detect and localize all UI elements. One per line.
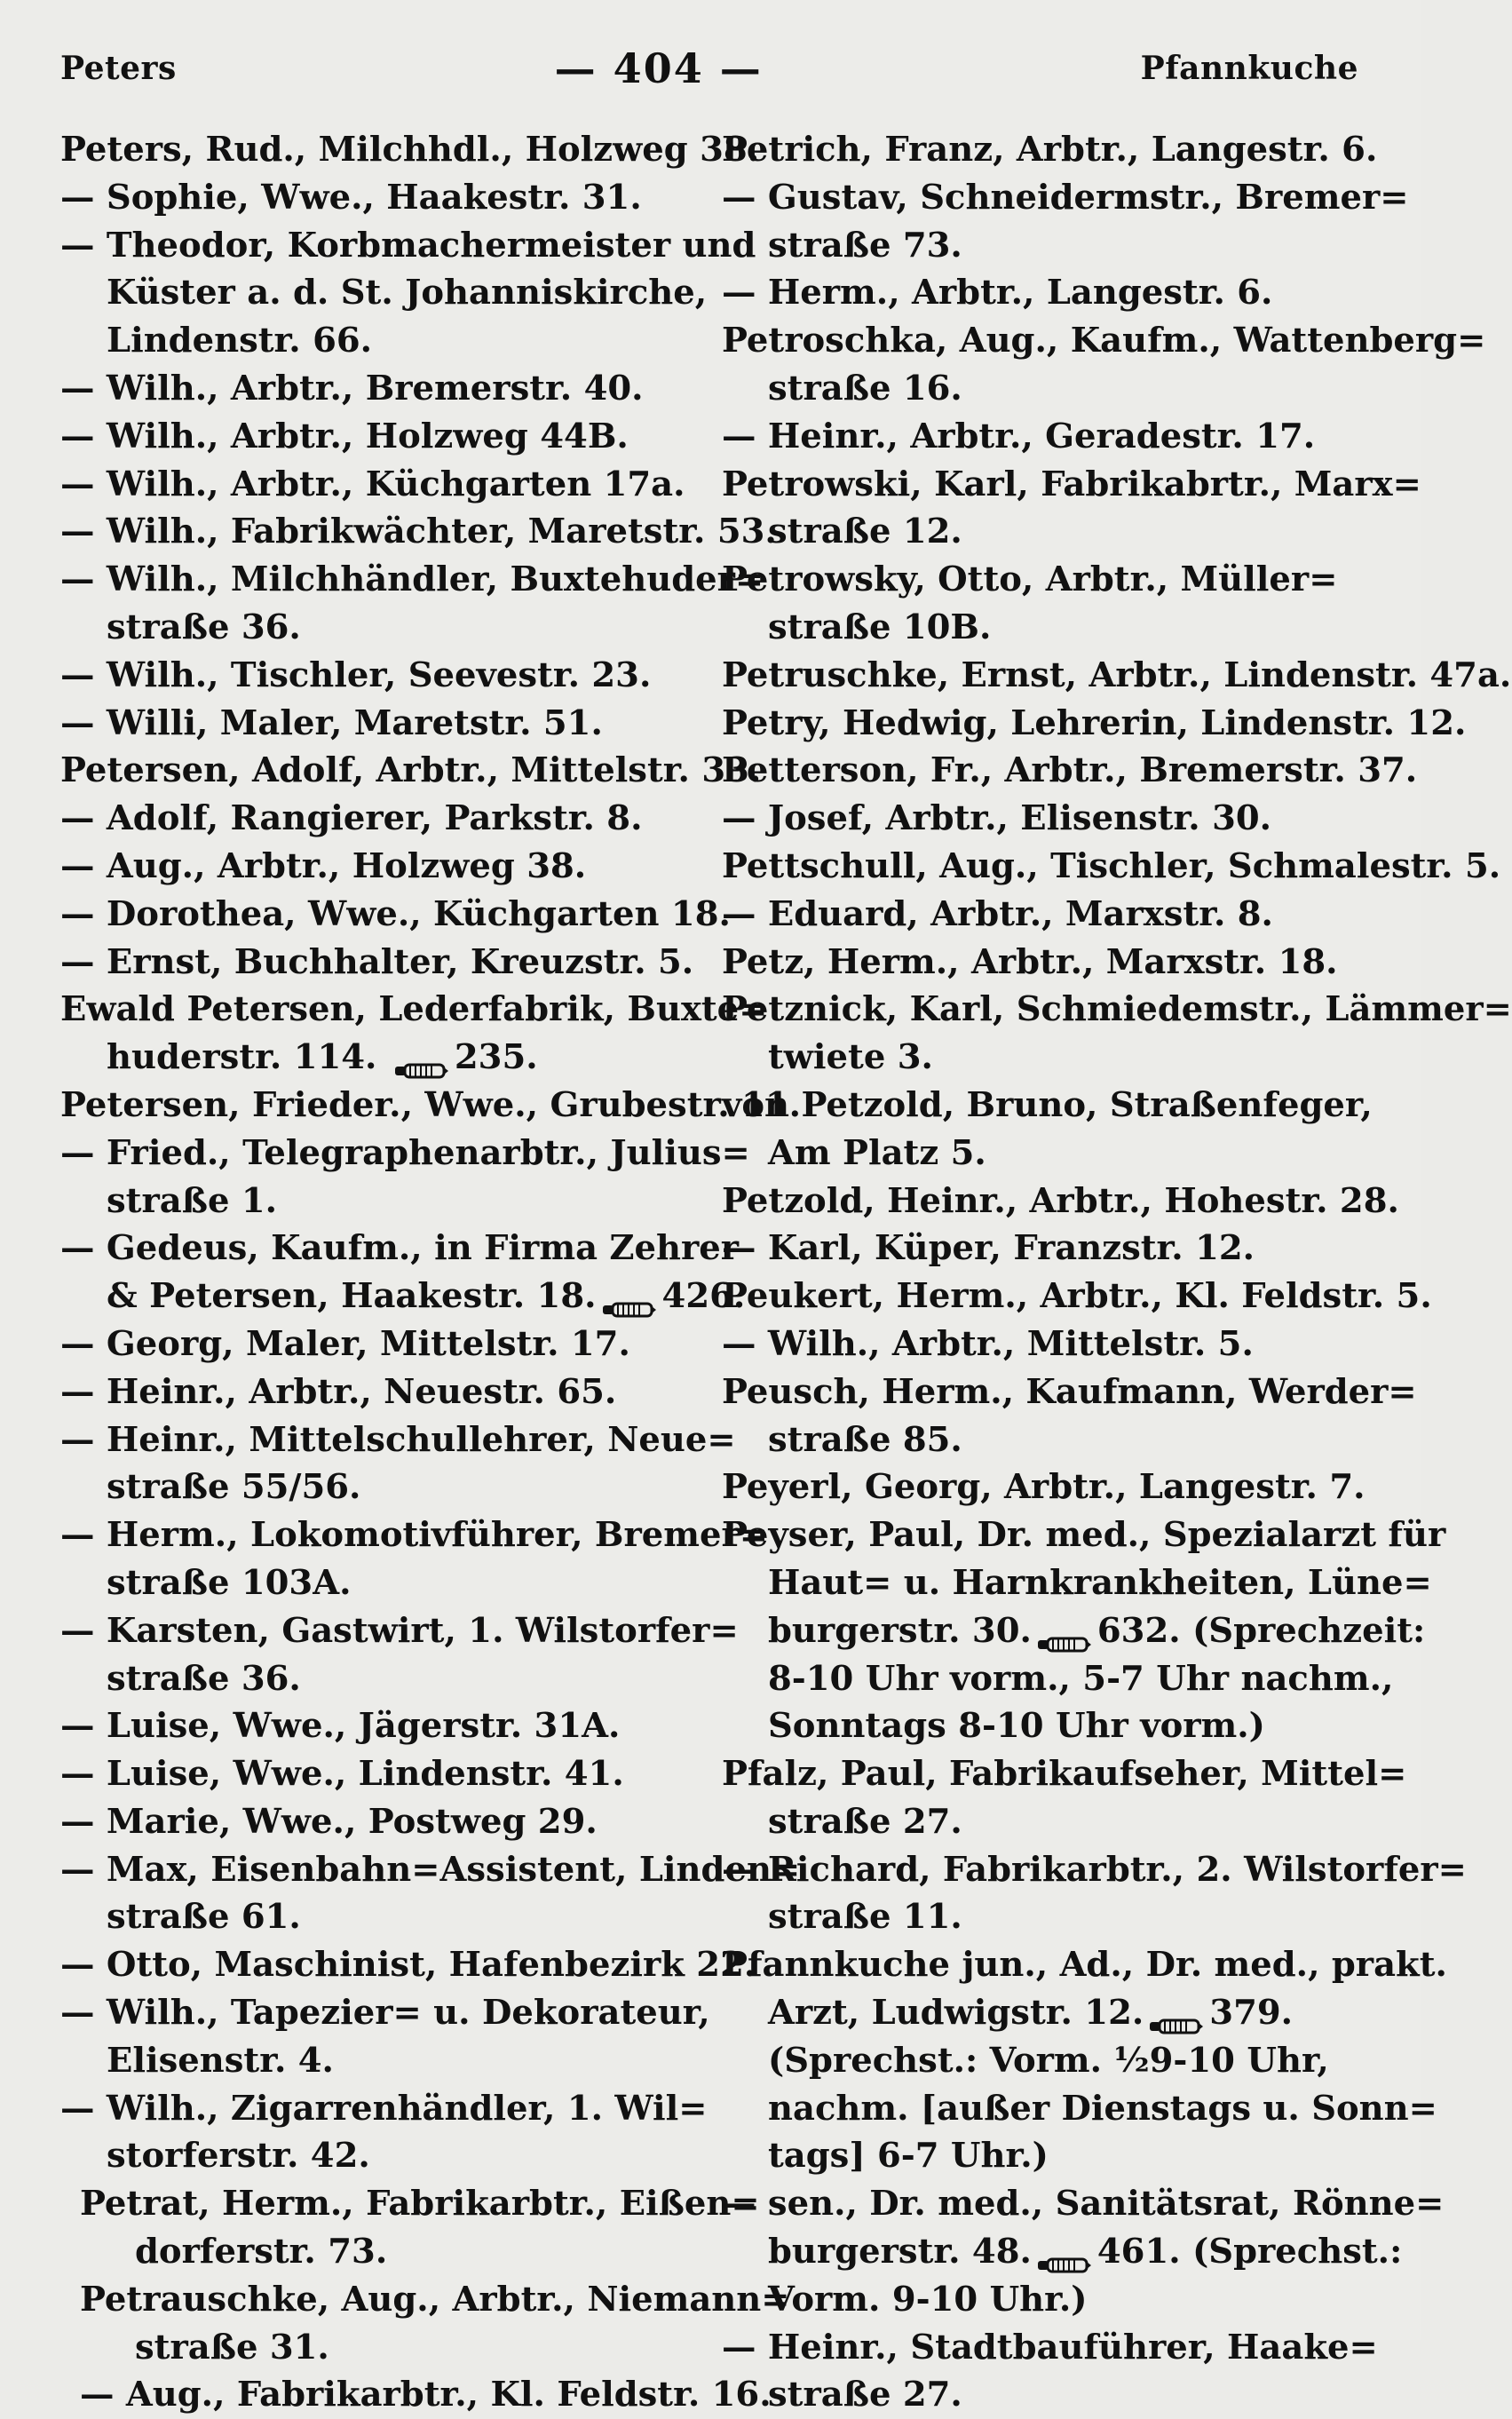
directory-line (60, 2132, 699, 2180)
directory-line (60, 939, 699, 987)
directory-line (60, 365, 699, 413)
entry-text: — Karsten, Gastwirt, 1. Wilstorfer= (60, 1610, 739, 1651)
directory-line (60, 1511, 769, 1559)
directory-line (722, 2276, 1358, 2324)
entry-text: tags] 6-7 Uhr.) (768, 2136, 1049, 2177)
directory-line (722, 747, 1418, 795)
entry-text: twiete 3. (768, 1037, 933, 1078)
entry-text: straße 61. (107, 1897, 301, 1938)
entry-text: Petrowsky, Otto, Arbtr., Müller= (722, 559, 1338, 600)
entry-text: burgerstr. 30. (768, 1610, 1032, 1651)
entry-text: Peukert, Herm., Arbtr., Kl. Feldstr. 5. (722, 1276, 1432, 1317)
entry-text: Petzold, Heinr., Arbtr., Hohestr. 28. (722, 1180, 1399, 1221)
entry-text: 8-10 Uhr vorm., 5-7 Uhr nachm., (768, 1658, 1394, 1699)
running-head-left: Peters (60, 50, 177, 87)
entry-text: (Sprechst.: Vorm. ½9-10 Uhr, (768, 2040, 1329, 2081)
entry-text: — Wilh., Fabrikwächter, Maretstr. 53. (60, 512, 777, 552)
entry-text: Sonntags 8-10 Uhr vorm.) (768, 1706, 1265, 1747)
entry-text: — Luise, Wwe., Lindenstr. 41. (60, 1754, 624, 1795)
entry-text: Haut= u. Harnkrankheiten, Lüne= (768, 1562, 1432, 1603)
entry-text: Petznick, Karl, Schmiedemstr., Lämmer= (722, 989, 1512, 1030)
directory-line (60, 126, 760, 174)
telephone-icon (1037, 1621, 1092, 1642)
entry-text: burgerstr. 48. (768, 2232, 1032, 2272)
directory-line (722, 1702, 1358, 1750)
entry-text: Ewald Petersen, Lederfabrik, Buxte= (60, 989, 768, 1030)
directory-line (60, 461, 699, 509)
entry-text: straße 11. (768, 1897, 962, 1938)
directory-line (722, 461, 1421, 509)
telephone-icon (394, 1047, 449, 1068)
directory-line (722, 986, 1512, 1034)
entry-text: Petry, Hedwig, Lehrerin, Lindenstr. 12. (722, 702, 1467, 743)
entry-text: straße 73. (768, 225, 962, 266)
directory-line (60, 1893, 699, 1941)
entry-text: Peyser, Paul, Dr. med., Spezialarzt für (722, 1515, 1446, 1556)
directory-line (60, 2228, 699, 2276)
entry-text: — Wilh., Tischler, Seevestr. 23. (60, 654, 652, 695)
entry-text: Vorm. 9-10 Uhr.) (768, 2279, 1088, 2320)
directory-line (60, 1321, 699, 1368)
directory-line (60, 843, 699, 891)
directory-line (60, 2276, 790, 2324)
right-column (709, 126, 1512, 2415)
page-header (60, 37, 1358, 99)
directory-line (722, 1034, 1358, 1082)
telephone-icon (1037, 2241, 1092, 2263)
directory-line (722, 1989, 1358, 2037)
directory-line (722, 2132, 1358, 2180)
entry-text: Petroschka, Aug., Kaufm., Wattenberg= (722, 321, 1486, 361)
entry-text: Elisenstr. 4. (107, 2040, 334, 2081)
directory-line (60, 1941, 756, 1989)
entry-text: — Heinr., Mittelschullehrer, Neue= (60, 1419, 736, 1460)
directory-line (60, 1368, 699, 1416)
directory-line (722, 2371, 1358, 2419)
entry-text: & Petersen, Haakestr. 18. (107, 1276, 597, 1317)
directory-line (60, 222, 756, 270)
directory-line (722, 2085, 1437, 2133)
directory-line (60, 174, 699, 222)
entry-text: von Petzold, Bruno, Straßenfeger, (722, 1084, 1373, 1125)
directory-line (722, 222, 1358, 270)
entry-text: Petersen, Adolf, Arbtr., Mittelstr. 33. (60, 750, 762, 791)
entry-text: — Heinr., Arbtr., Geradestr. 17. (722, 416, 1316, 456)
directory-line (722, 1798, 1358, 1846)
entry-text: straße 1. (107, 1180, 278, 1221)
directory-line (722, 1893, 1358, 1941)
entry-text: Küster a. d. St. Johanniskirche, (107, 273, 708, 313)
entry-text: — Gustav, Schneidermstr., Bremer= (722, 177, 1409, 218)
entry-text: Am Platz 5. (768, 1132, 986, 1173)
directory-line (60, 986, 768, 1034)
entry-text: Peters, Rud., Milchhdl., Holzweg 38. (60, 130, 760, 170)
directory-line (722, 1178, 1399, 1225)
directory-line (60, 795, 699, 843)
telephone-icon (1149, 2003, 1204, 2024)
directory-line (60, 1655, 699, 1703)
columns (60, 126, 1512, 2415)
entry-text: — Ernst, Buchhalter, Kreuzstr. 5. (60, 941, 694, 982)
entry-text: Pettschull, Aug., Tischler, Schmalestr. 5. (722, 845, 1501, 886)
phone-number: 426. (661, 1276, 746, 1317)
directory-line (722, 1225, 1358, 1273)
directory-line (60, 891, 731, 939)
directory-line (722, 652, 1512, 700)
page-number: — 404 — (554, 44, 763, 92)
directory-line (722, 2037, 1358, 2085)
directory-line (60, 1273, 746, 1321)
entry-text: Petrowski, Karl, Fabrikabrtr., Marx= (722, 464, 1421, 504)
entry-text: — Wilh., Tapezier= u. Dekorateur, (60, 1993, 710, 2034)
entry-text: — Luise, Wwe., Jägerstr. 31A. (60, 1706, 621, 1747)
directory-line (722, 795, 1358, 843)
directory-line (60, 604, 699, 652)
directory-line (722, 317, 1486, 365)
entry-text: straße 36. (107, 607, 301, 647)
entry-text: — Sophie, Wwe., Haakestr. 31. (60, 177, 642, 218)
entry-text: straße 55/56. (107, 1467, 361, 1508)
directory-line (60, 556, 764, 604)
entry-text: Peyerl, Georg, Arbtr., Langestr. 7. (722, 1467, 1366, 1508)
directory-line (60, 2371, 772, 2419)
directory-line (60, 1750, 699, 1798)
directory-line (722, 1368, 1417, 1416)
directory-line (60, 413, 699, 461)
directory-line (722, 556, 1358, 604)
entry-text: — Wilh., Milchhändler, Buxtehuder= (60, 559, 764, 600)
entry-text: straße 16. (768, 368, 962, 408)
entry-text: — Josef, Arbtr., Elisenstr. 30. (722, 798, 1272, 839)
entry-text: — Eduard, Arbtr., Marxstr. 8. (722, 893, 1273, 934)
directory-line (722, 2324, 1378, 2372)
entry-text: — Willi, Maler, Maretstr. 51. (60, 702, 603, 743)
directory-line (60, 747, 762, 795)
directory-line (722, 1846, 1467, 1894)
directory-line (60, 700, 699, 748)
entry-text: Petrich, Franz, Arbtr., Langestr. 6. (722, 130, 1378, 170)
directory-line (60, 1178, 699, 1225)
entry-text: — Max, Eisenbahn=Assistent, Linden= (60, 1849, 801, 1890)
entry-text: Petersen, Frieder., Wwe., Grubestr. 11. (60, 1084, 802, 1125)
entry-text: — Wilh., Zigarrenhändler, 1. Wil= (60, 2088, 708, 2129)
directory-line (60, 1989, 710, 2037)
entry-text: straße 36. (107, 1658, 301, 1699)
entry-text: — Georg, Maler, Mittelstr. 17. (60, 1323, 630, 1364)
entry-text: Pfalz, Paul, Fabrikaufseher, Mittel= (722, 1754, 1407, 1795)
directory-line (722, 1559, 1432, 1607)
directory-line (60, 1034, 699, 1082)
entry-text: — Wilh., Arbtr., Küchgarten 17a. (60, 464, 685, 504)
running-head-right: Pfannkuche (1140, 50, 1358, 87)
directory-line (722, 604, 1358, 652)
directory-line (722, 174, 1409, 222)
directory-line (722, 939, 1358, 987)
directory-line (722, 2180, 1445, 2228)
directory-line (60, 652, 699, 700)
entry-text: straße 85. (768, 1419, 962, 1460)
directory-line (722, 891, 1358, 939)
directory-line (722, 413, 1358, 461)
directory-line (60, 1559, 699, 1607)
entry-text: — Karl, Küper, Franzstr. 12. (722, 1228, 1255, 1269)
entry-text: — Herm., Arbtr., Langestr. 6. (722, 273, 1273, 313)
directory-line (60, 1846, 801, 1894)
entry-text: — Dorothea, Wwe., Küchgarten 18. (60, 893, 731, 934)
entry-text: — Wilh., Arbtr., Mittelstr. 5. (722, 1323, 1254, 1364)
entry-text: Pfannkuche jun., Ad., Dr. med., prakt. (722, 1945, 1447, 1986)
entry-text: — Wilh., Arbtr., Holzweg 44B. (60, 416, 629, 456)
directory-line (722, 1082, 1373, 1130)
phone-number: 235. (454, 1037, 538, 1078)
directory-line (60, 1702, 699, 1750)
directory-line (60, 508, 777, 556)
entry-text: — Wilh., Arbtr., Bremerstr. 40. (60, 368, 644, 408)
directory-line (722, 1416, 1358, 1464)
directory-line (722, 843, 1501, 891)
directory-line (722, 1941, 1447, 1989)
directory-line (60, 1798, 699, 1846)
entry-text: huderstr. 114. (107, 1037, 389, 1078)
directory-line (60, 1082, 802, 1130)
directory-line (722, 269, 1358, 317)
directory-line (60, 2180, 760, 2228)
entry-text: Petrat, Herm., Fabrikarbtr., Eißen= (80, 2184, 760, 2225)
entry-text: — Richard, Fabrikarbtr., 2. Wilstorfer= (722, 1849, 1467, 1890)
entry-text: — Gedeus, Kaufm., in Firma Zehrer (60, 1228, 740, 1269)
directory-line (722, 508, 1358, 556)
directory-line (60, 1416, 736, 1464)
entry-text: Lindenstr. 66. (107, 321, 373, 361)
entry-text: Petruschke, Ernst, Arbtr., Lindenstr. 47a. (722, 654, 1512, 695)
phone-number: 632. (Sprechzeit: (1096, 1610, 1426, 1651)
directory-line (722, 1511, 1446, 1559)
telephone-icon (602, 1286, 657, 1307)
entry-text: Petrauschke, Aug., Arbtr., Niemann= (80, 2279, 790, 2320)
phone-number: 461. (Sprechst.: (1096, 2232, 1403, 2272)
directory-line (722, 1273, 1432, 1321)
entry-text: — Herm., Lokomotivführer, Bremer= (60, 1515, 769, 1556)
entry-text: straße 31. (135, 2327, 329, 2367)
entry-text: Petz, Herm., Arbtr., Marxstr. 18. (722, 941, 1338, 982)
entry-text: Peusch, Herm., Kaufmann, Werder= (722, 1371, 1417, 1412)
directory-line (60, 2037, 699, 2085)
entry-text: straße 27. (768, 2375, 962, 2415)
entry-text: storferstr. 42. (107, 2136, 370, 2177)
entry-text: — sen., Dr. med., Sanitätsrat, Rönne= (722, 2184, 1445, 2225)
directory-line (60, 317, 699, 365)
entry-text: nachm. [außer Dienstags u. Sonn= (768, 2088, 1437, 2129)
entry-text: — Marie, Wwe., Postweg 29. (60, 1801, 598, 1842)
directory-line (60, 1607, 739, 1655)
directory-line (60, 1463, 699, 1511)
entry-text: straße 12. (768, 512, 962, 552)
directory-line (722, 1750, 1407, 1798)
entry-text: — Heinr., Arbtr., Neuestr. 65. (60, 1371, 617, 1412)
directory-line (60, 2085, 708, 2133)
directory-line (722, 1655, 1394, 1703)
directory-line (722, 1607, 1426, 1655)
phone-number: 379. (1209, 1993, 1294, 2034)
directory-line (722, 2228, 1403, 2276)
directory-line (60, 2324, 699, 2372)
directory-line (60, 1225, 740, 1273)
entry-text: — Aug., Fabrikarbtr., Kl. Feldstr. 16. (80, 2375, 772, 2415)
entry-text: straße 103A. (107, 1562, 352, 1603)
entry-text: — Otto, Maschinist, Hafenbezirk 22. (60, 1945, 756, 1986)
entry-text: dorferstr. 73. (135, 2232, 388, 2272)
directory-line (722, 365, 1358, 413)
entry-text: — Aug., Arbtr., Holzweg 38. (60, 845, 587, 886)
directory-line (60, 1130, 750, 1178)
entry-text: Arzt, Ludwigstr. 12. (768, 1993, 1144, 2034)
entry-text: — Adolf, Rangierer, Parkstr. 8. (60, 798, 643, 839)
directory-line (722, 1130, 1358, 1178)
left-column (60, 126, 802, 2415)
entry-text: — Fried., Telegraphenarbtr., Julius= (60, 1132, 750, 1173)
entry-text: straße 27. (768, 1801, 962, 1842)
entry-text: Petterson, Fr., Arbtr., Bremerstr. 37. (722, 750, 1418, 791)
directory-line (722, 700, 1467, 748)
directory-line (722, 1463, 1366, 1511)
directory-line (722, 1321, 1358, 1368)
entry-text: straße 10B. (768, 607, 992, 647)
entry-text: — Heinr., Stadtbauführer, Haake= (722, 2327, 1378, 2367)
entry-text: — Theodor, Korbmachermeister und (60, 225, 756, 266)
directory-line (60, 269, 708, 317)
directory-line (722, 126, 1378, 174)
